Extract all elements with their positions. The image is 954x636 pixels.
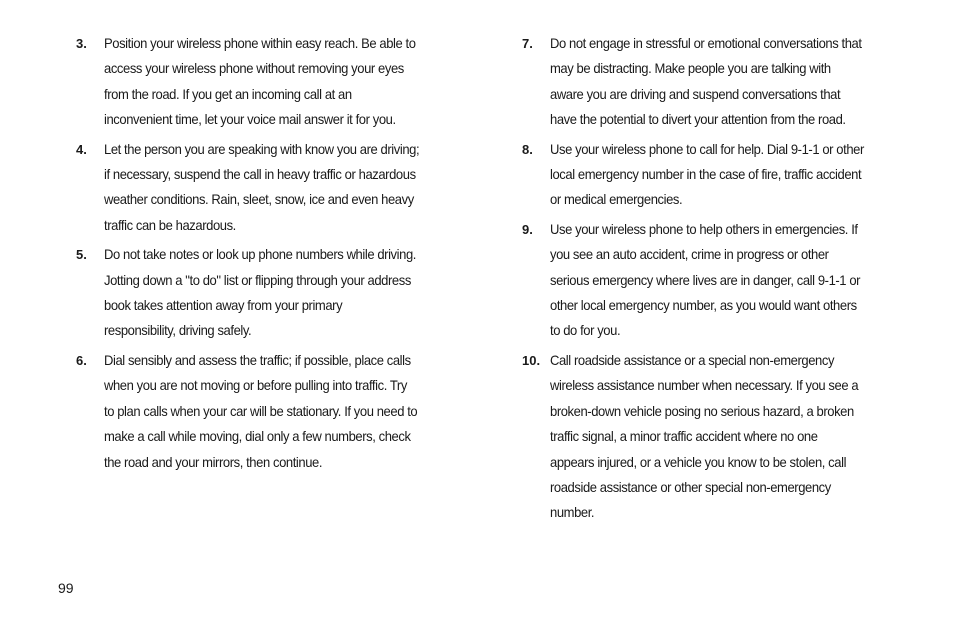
item-number: 9. — [522, 221, 533, 237]
item-number: 6. — [76, 352, 87, 368]
item-text — [104, 348, 443, 475]
text-line: when you are not moving or before pulling into traffic. Try — [104, 377, 407, 394]
item-text — [550, 137, 889, 213]
list-item — [76, 242, 468, 344]
text-line: responsibility, driving safely. — [104, 322, 252, 339]
item-text — [550, 217, 889, 344]
list-item — [76, 31, 468, 133]
text-line: aware you are driving and suspend conversations that — [550, 85, 841, 102]
item-text — [550, 348, 889, 526]
item-number: 3. — [76, 36, 87, 51]
text-line: inconvenient time, let your voice mail answer it for you. — [104, 111, 396, 128]
text-line: if necessary, suspend the call in heavy traffic or hazardous — [104, 166, 416, 183]
text-line: access your wireless phone without removing your eyes — [104, 60, 404, 77]
text-line: to do for you. — [550, 322, 621, 339]
text-line: you see an auto accident, crime in progress or other — [550, 246, 829, 263]
text-line: to plan calls when your car will be stationary. If you need to — [104, 402, 418, 419]
text-line: other local emergency number, as you would want others — [550, 297, 857, 314]
text-line: Let the person you are speaking with know you are driving; — [104, 140, 420, 157]
text-line: number. — [550, 504, 595, 521]
text-line: Do not engage in stressful or emotional conversations that — [550, 35, 862, 51]
text-line: have the potential to divert your attention from the road. — [550, 111, 846, 128]
text-line: appears injured, or a vehicle you know to be stolen, call — [550, 453, 847, 470]
text-line: from the road. If you get an incoming call at an — [104, 85, 352, 102]
text-line: serious emergency where lives are in danger, call 9-1-1 or — [550, 271, 861, 288]
right-column — [522, 31, 914, 530]
text-line: Call roadside assistance or a special non-emergency — [550, 351, 835, 368]
text-line: roadside assistance or other special non-emergency — [550, 478, 831, 495]
list-item — [76, 137, 468, 239]
item-number: 4. — [76, 141, 87, 157]
text-line: traffic signal, a minor traffic accident where no one — [550, 428, 818, 445]
list-item — [76, 348, 468, 475]
item-text — [104, 242, 443, 344]
text-line: Use your wireless phone to call for help. Dial 9-1-1 or other — [550, 140, 864, 157]
text-line: may be distracting. Make people you are talking with — [550, 60, 831, 77]
text-line: or medical emergencies. — [550, 191, 683, 208]
text-line: traffic can be hazardous. — [104, 216, 236, 233]
text-line: make a call while moving, dial only a few numbers, check — [104, 428, 411, 445]
list-item — [522, 31, 914, 133]
text-line: weather conditions. Rain, sleet, snow, ice and even heavy — [104, 191, 414, 208]
item-text — [104, 31, 443, 133]
list-item — [522, 348, 914, 526]
text-line: Dial sensibly and assess the traffic; if possible, place calls — [104, 351, 411, 368]
text-line: Do not take notes or look up phone numbers while driving. — [104, 246, 416, 263]
text-line: broken-down vehicle posing no serious hazard, a broken — [550, 402, 854, 419]
text-line: Use your wireless phone to help others in emergencies. If — [550, 220, 858, 237]
list-item — [522, 137, 914, 213]
text-line: wireless assistance number when necessary. If you see a — [550, 377, 859, 394]
text-line: the road and your mirrors, then continue. — [104, 453, 323, 470]
text-line: local emergency number in the case of fire, traffic accident — [550, 166, 862, 183]
item-text — [550, 31, 889, 133]
list-item — [522, 217, 914, 344]
item-number: 8. — [522, 141, 533, 157]
item-number: 10. — [522, 352, 541, 368]
text-line: Position your wireless phone within easy reach. Be able to — [104, 35, 416, 51]
text-line: Jotting down a "to do" list or flipping through your address — [104, 271, 411, 288]
item-number: 7. — [522, 36, 533, 51]
left-column — [76, 31, 468, 479]
page-number: 99 — [58, 580, 74, 596]
item-text — [104, 137, 443, 239]
item-number: 5. — [76, 247, 87, 263]
text-line: book takes attention away from your primary — [104, 297, 343, 314]
